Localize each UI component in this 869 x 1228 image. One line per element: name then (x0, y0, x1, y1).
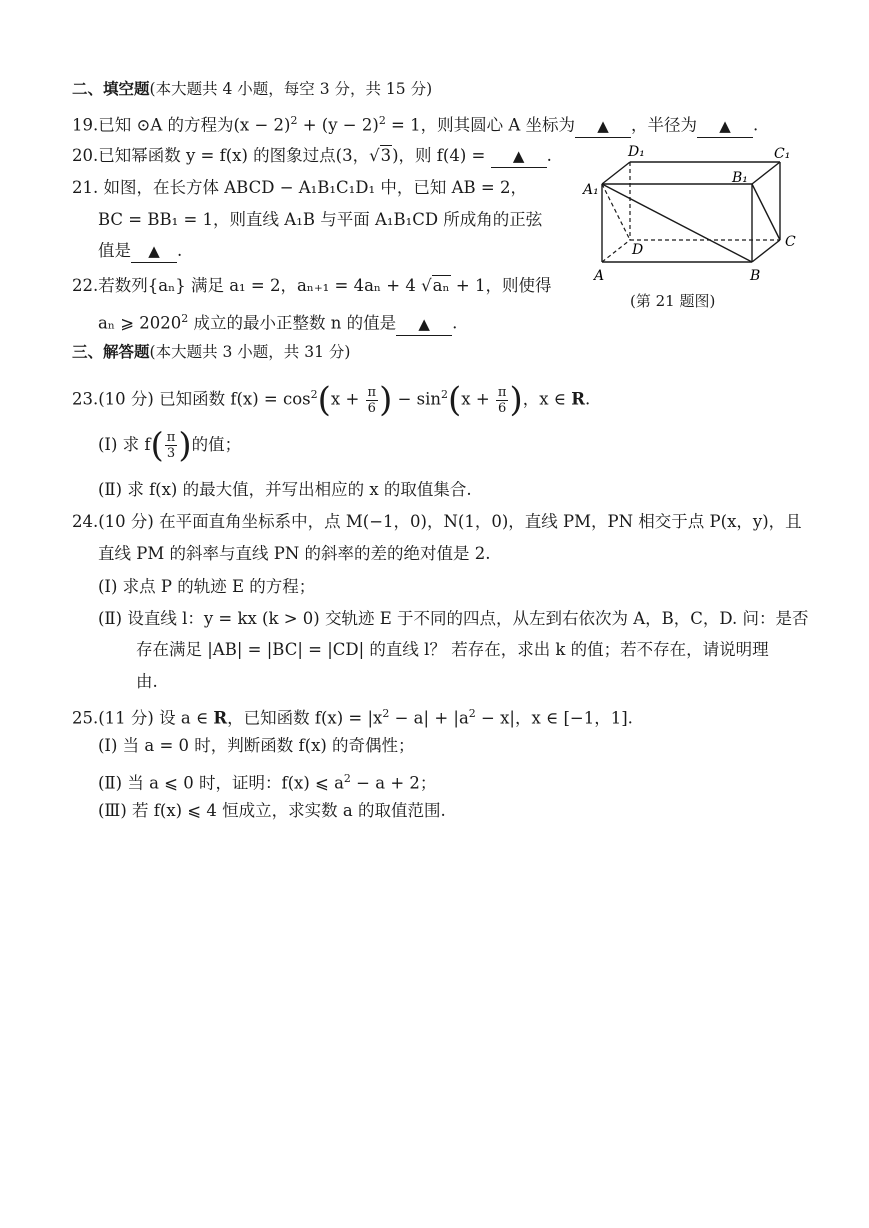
section3-note: (本大题共 3 小题，共 31 分) (149, 343, 351, 361)
q22-answer-blank[interactable] (396, 313, 452, 336)
q23-part1-b: 的值； (191, 435, 242, 454)
q23-square-1: 2 (310, 388, 318, 401)
q23-fraction-2: $\frac{\pi}{6}$ (497, 384, 507, 416)
q24-part2-line3: 由. (136, 672, 158, 691)
q22-line1b: + 1，则使得 (450, 276, 552, 295)
q23-part1-a: (Ⅰ) 求 f (98, 435, 151, 454)
q23-stem-c: − sin (392, 389, 442, 409)
question-22-line2 (98, 308, 457, 336)
q23-stem-d: x + (461, 389, 495, 409)
q25-part2-a: (Ⅱ) 当 a ⩽ 0 时，证明：f(x) ⩽ a (98, 773, 344, 793)
q19-text-d: ，半径为 (631, 115, 698, 135)
question-25-part2 (98, 768, 436, 795)
q23-stem-a: 已知函数 f(x) = cos (159, 389, 311, 409)
q25-stem-c: − a| + |a (389, 708, 469, 728)
edge-B1C1 (752, 162, 780, 184)
question-24-part2-line1 (98, 608, 809, 630)
q22-line2b: 成立的最小正整数 n 的值是 (188, 313, 397, 333)
q24-score: (10 分) (98, 512, 154, 531)
hidden-edge-AD (602, 240, 630, 262)
q24-line1: 在平面直角坐标系中，点 M(−1，0)，N(1，0)，直线 PM，PN 相交于点 P(x，y)，且 (159, 512, 802, 531)
question-22-line1: 22.若数列{aₙ} 满足 a₁ = 2，aₙ₊₁ = 4aₙ + 4 √aₙ + 1，则使得 (72, 276, 552, 295)
q20-text-c: . (546, 146, 552, 165)
blank-triangle-icon: ▲ (512, 147, 525, 165)
q24-number: 24. (72, 512, 99, 531)
q20-answer-blank[interactable] (491, 145, 547, 168)
question-21-line1 (72, 177, 527, 199)
question-19 (72, 110, 758, 138)
label-D: D (632, 242, 644, 258)
blank-triangle-icon: ▲ (418, 314, 430, 333)
q23-number: 23. (72, 389, 99, 409)
q25-part2-b: − a + 2； (350, 773, 437, 793)
edge-A1B (602, 184, 752, 262)
q25-square-2: 2 (468, 707, 476, 720)
q19-square-1: 2 (290, 114, 298, 127)
q24-line2: 直线 PM 的斜率与直线 PN 的斜率的差的绝对值是 2. (98, 544, 491, 563)
q23-fraction-3: $\frac{\pi}{3}$ (166, 430, 176, 461)
q22-line2c: . (452, 313, 458, 333)
edge-BC (752, 240, 780, 262)
q25-score: (11 分) (98, 708, 154, 728)
q19-square-2: 2 (378, 114, 386, 127)
question-24-line1 (72, 511, 802, 533)
q20-number: 20. (72, 146, 99, 165)
label-B: B (750, 268, 761, 284)
q20-text-a: 已知幂函数 y = f(x) 的图象过点(3， (98, 146, 370, 165)
q21-line3a: 值是 (98, 241, 131, 260)
edge-B1C (752, 184, 780, 240)
question-24-line2 (98, 543, 491, 565)
question-25-stem (72, 703, 633, 730)
question-21-line3 (98, 240, 182, 263)
q19-answer-blank-1[interactable] (575, 115, 631, 138)
label-C1: C₁ (774, 146, 791, 162)
q23-stem-b: x + (330, 389, 365, 409)
q23-part2: (Ⅱ) 求 f(x) 的最大值，并写出相应的 x 的取值集合. (98, 480, 472, 499)
q23-stem-f: . (584, 389, 591, 409)
question-24-part2-line2 (136, 639, 769, 661)
q25-stem-b: ，已知函数 f(x) = |x (227, 708, 383, 728)
q24-part1: (Ⅰ) 求点 P 的轨迹 E 的方程； (98, 577, 316, 596)
q25-square-1: 2 (382, 707, 390, 720)
q19-text-a: 已知 ⊙A 的方程为(x − 2) (98, 115, 291, 135)
cuboid-figure (582, 144, 802, 314)
q23-score: (10 分) (98, 389, 154, 409)
question-24-part2-line3 (136, 671, 158, 693)
q25-stem-a: 设 a ∈ (159, 708, 214, 728)
q19-text-b: + (y − 2) (297, 115, 379, 135)
question-23-part1: (Ⅰ) 求 f( $\frac{\pi}{3}$ )的值； (98, 425, 242, 466)
q20-sqrt: 3 (380, 146, 392, 165)
q24-part2-line2: 存在满足 |AB| = |BC| = |CD| 的直线 l？ 若存在，求出 k 的值；若不存在，请说明理 (136, 640, 769, 659)
q21-number: 21. (72, 178, 99, 197)
blank-triangle-icon: ▲ (148, 242, 160, 260)
section2-header (72, 78, 432, 100)
label-B1: B₁ (732, 170, 748, 186)
q21-line2: BC = BB₁ = 1，则直线 A₁B 与平面 A₁B₁CD 所成角的正弦 (98, 210, 543, 229)
label-D1: D₁ (628, 144, 645, 160)
q25-stem-R: R (213, 708, 228, 728)
edge-A1D1 (602, 162, 630, 184)
q21-line3b: . (177, 241, 183, 260)
question-23-part2 (98, 479, 472, 501)
q22-square: 2 (181, 312, 189, 325)
section3-title: 三、解答题 (72, 342, 150, 361)
question-25-part3 (98, 800, 446, 822)
question-20: 20.已知幂函数 y = f(x) 的图象过点(3，√3)，则 f(4) = ▲ . (72, 145, 552, 168)
question-23-stem: 23.(10 分) 已知函数 $f(x) = \cos^2(x$ + $\frac{\pi}{6}$ ) − $\sin^2(x$ + $\frac{\pi}{6}$ )，x ∈ R. (72, 380, 591, 420)
q25-part1: (Ⅰ) 当 a = 0 时，判断函数 f(x) 的奇偶性； (98, 736, 415, 755)
q22-line2a: aₙ ⩾ 2020 (98, 313, 182, 333)
blank-triangle-icon: ▲ (719, 116, 731, 135)
q19-text-e: . (753, 115, 759, 135)
q21-answer-blank[interactable] (131, 240, 177, 263)
q19-number: 19. (72, 115, 99, 135)
q23-stem-e: ，x ∈ (522, 389, 572, 409)
q25-number: 25. (72, 708, 99, 728)
question-21-line2 (98, 209, 542, 231)
question-25-part1 (98, 735, 415, 757)
q25-stem-d: − x|，x ∈ [−1，1]. (475, 708, 633, 728)
label-A: A (594, 268, 605, 284)
section3-header (72, 341, 350, 363)
q22-line1a: 若数列{aₙ} 满足 a₁ = 2，aₙ₊₁ = 4aₙ + 4 (98, 276, 422, 295)
q23-fraction-1: $\frac{\pi}{6}$ (367, 384, 377, 416)
q20-text-b: )，则 f(4) = (392, 146, 491, 165)
hidden-edge-A1D (602, 184, 630, 240)
section2-title: 二、填空题 (72, 79, 150, 98)
q25-part3: (Ⅲ) 若 f(x) ⩽ 4 恒成立，求实数 a 的取值范围. (98, 801, 446, 820)
q24-part2-line1: (Ⅱ) 设直线 l：y = kx (k > 0) 交轨迹 E 于不同的四点，从左到右依次为 A，B，C，D. 问：是否 (98, 609, 809, 628)
question-24-part1 (98, 576, 315, 598)
blank-triangle-icon: ▲ (597, 116, 609, 135)
q23-stem-R: R (571, 389, 585, 409)
q22-sqrt: aₙ (432, 276, 450, 295)
q22-number: 22. (72, 276, 99, 295)
q21-line1: 如图，在长方体 ABCD − A₁B₁C₁D₁ 中，已知 AB = 2， (103, 178, 527, 197)
q25-square-3: 2 (343, 772, 351, 785)
q19-text-c: = 1，则其圆心 A 坐标为 (385, 115, 576, 135)
figure-caption: (第 21 题图) (630, 292, 716, 310)
section2-note: (本大题共 4 小题，每空 3 分，共 15 分) (149, 80, 433, 98)
label-A1: A₁ (583, 182, 599, 198)
q23-square-2: 2 (441, 388, 449, 401)
q19-answer-blank-2[interactable] (697, 115, 753, 138)
label-C: C (785, 234, 796, 250)
